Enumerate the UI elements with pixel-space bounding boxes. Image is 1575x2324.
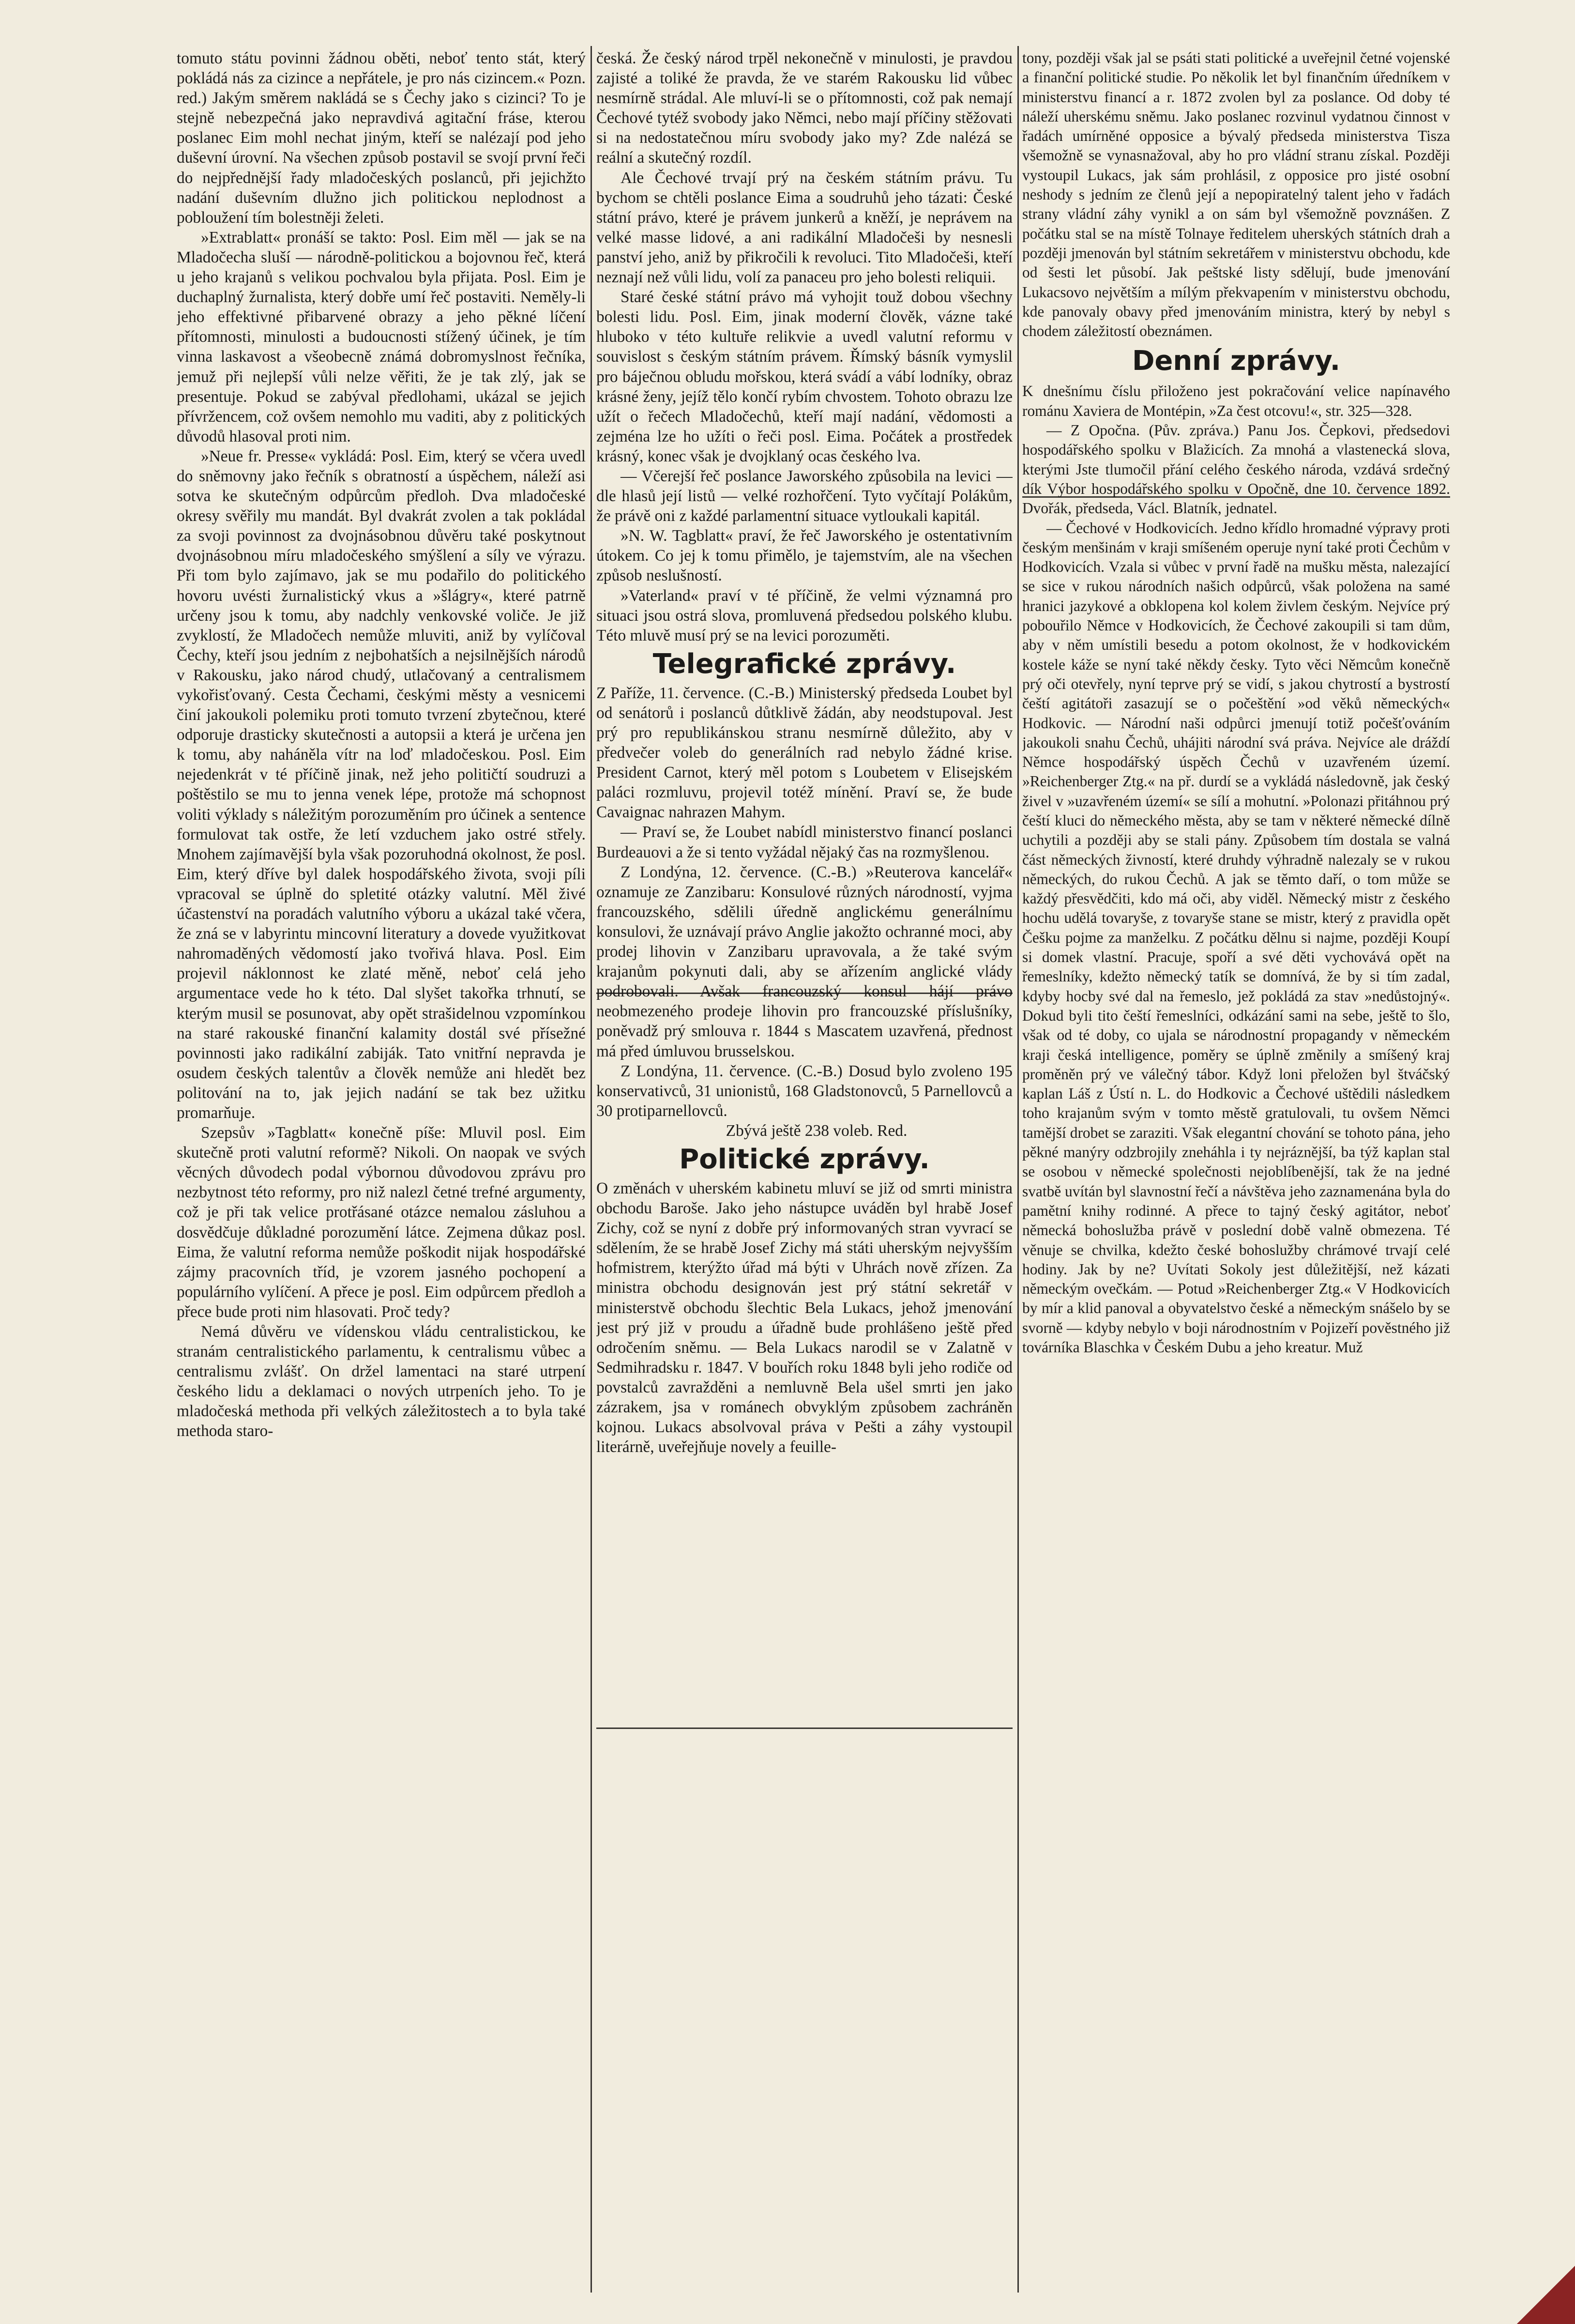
section-heading: Telegrafické zprávy. xyxy=(652,648,956,680)
article-paragraph: — Čechové v Hodkovicích. Jedno křídlo hromadné výpravy proti českým menšinám v kraji smíšeném operuje nyní také proti Čechům v Hodkovicích. Vzala si vůbec v první řadě na mušku města, nalezající se sice v rukou národních našich odpůrců, však položena na samé hranici jazykové a obklopena kol kolem živlem českým. Nejvíce prý pobouřilo Němce v Hodkovicích, že Čechové zakoupili si tam dům, aby v něm umístili besedu a potom okolnost, že v hodkovickém kostele káže se nyní také někdy česky. Tyto věci Němcům konečně prý oči otevřely, nyní teprve prý se vidí, s jakou chytrostí a bystrostí čeští agitátoři zasazují se o počeštění »od věků německých« Hodkovic. — Národní naši odpůrci jmenují totiž počešťováním jakoukoli snahu Čechů, uhájiti národní svá práva. Nejvíce ale dráždí Němce hospodářský úspěch Čechů v uzavřeném území. »Reichenberger Ztg.« na př. durdí se a vykládá následovně, jak český živel v »uzavřeném území« se sílí a mohutní. »Polonazi přitáhnou prý čeští kluci do německého města, aby se tam v některé německé dílně uchytili a později aby se stali pány. Způsobem tím dostala se valná část německých živností, které druhdy výhradně nalezaly se v rukou německých, do rukou Čechů. A jak se těmto daří, o tom může se každý přesvědčiti, kdo má oči, aby viděl. Německý mistr z českého hochu udělá tovaryše, z tovaryše stane se mistr, který z pravidla opět Češku pojme za manželku. Z počátku dělnu si najme, později Koupí si domek vlastní. Pracuje, spoří a své děti vychovává opět na řemeslníky, kdežto německý tatík se domnívá, že by si tím zadal, kdyby hocby své dal na řemeslo, jež pokládá za stav »nedůstojný«. Dokud byli tito čeští řemeslníci, odkázání sami na sebe, ještě to šlo, však od té doby, co ujala se národnostní propagandy v německém kraji česká intelligence, poměry se úplně změnily a smíšený kraj proměněn prý ve válečný tábor. Když loni přeložen byl štváčský kaplan Láš z Ústí n. L. do Hodkovic a Čechové uštědili následkem toho krajanům svým v tomto městě gratulovali, tu ovšem Němci tamější drobet se zaraziti. Však elegantní chování se tohoto pána, jeho pěkné manýry odzbrojily zneháhla i ty nejráznější, ba týž kaplan stal se osobou v německé společnosti nejoblíbenější, tak že na jedné svatbě uvítán byl slavnostní řečí a návštěva jeho zaznamenána byla do pamětní knihy rodinné. A přece to tajný český agitátor, neboť německá bohoslužba právě v poslední době valně obmezena. Té věnuje se chvilka, kdežto české bohoslužby chrámové trvají celé hodiny. Jak by ne? Uvítati Sokoly jest důležitější, než kázati německým ovečkám. — Potud »Reichenberger Ztg.« V Hodkovicích by mír a klid panoval a obyvatelstvo české a německým snášelo by se svorně — kdyby nebylo v boji národnostním v Pojizeří pověstného již továrníka Blaschka v Českém Dubu a jeho kreatur. Muž xyxy=(1022,519,1450,1356)
column-rule-left xyxy=(591,46,592,2293)
article-paragraph: K dnešnímu číslu přiloženo jest pokračování velice napínavého románu Xaviera de Montépin, »Za čest otcovu!«, str. 325—328. xyxy=(1022,382,1450,419)
section-heading: Politické zprávy. xyxy=(679,1143,930,1175)
article-paragraph: Z Londýna, 12. července. (C.-B.) »Reuterova kancelář« oznamuje ze Zanzibaru: Konsulové různých národností, vyjma francouzského, sdělili úředně anglickému generálnímu konsulovi, že uznávají právo Anglie jakožto ochranné moci, aby prodej lihovin v Zanzibaru upravovala, a že také svým krajanům pokynuti dali, aby se ařízením anglické vlády podrobovali. Avšak francouzský konsul hájí právo neobmezeného prodeje lihovin pro francouzské příslušníky, poněvadž prý smlouva r. 1844 s Mascatem uzavřená, přednost má před úmluvou brusselskou. xyxy=(596,863,1013,1060)
article-paragraph: Szepsův »Tagblatt« konečně píše: Mluvil posl. Eim skutečně proti valutní reformě? Nikoli. On naopak ve svých věcných důvodech podal výbornou důvodovou zprávu pro nezbytnost této reformy, pro niž nalezl četné trefné argumenty, což je při tak velice protřásané otázce nemalou zásluhou a dosvědčuje důkladné porozumění látce. Zejmena důkaz posl. Eima, že valutní reforma nemůže poškodit nijak hospodářské zájmy pracovních tříd, je vzorem jasného pochopení a populárního vylíčení. A přece je posl. Eim odpůrcem předloh a přece bude proti nim hlasovati. Proč tedy? xyxy=(177,1124,586,1321)
section-heading: Denní zprávy. xyxy=(1132,345,1341,377)
article-paragraph: — Z Opočna. (Pův. zpráva.) Panu Jos. Čepkovi, předsedovi hospodářského spolku v Blažicích. Za mnohá a vlastenecká slova, kterými Jste tlumočil přání celého českého národa, vzdává srdečný dík Výbor hospodářského spolku v Opočně, dne 10. července 1892. Dvořák, předseda, Václ. Blatník, jednatel. xyxy=(1022,422,1450,517)
column-rule-right xyxy=(1017,46,1019,2293)
article-paragraph: Z Londýna, 11. července. (C.-B.) Dosud bylo zvoleno 195 konservativců, 31 unionistů, 168 Gladstonovců, 5 Parnellovců a 30 protiparnellovců. xyxy=(596,1062,1013,1120)
column-middle xyxy=(596,48,1013,2295)
article-paragraph: »Vaterland« praví v té příčině, že velmi významná pro situaci jsou ostrá slova, promluvená předsedou polského klubu. Této mluvě musí prý se na levici porozuměti. xyxy=(596,586,1013,644)
article-paragraph: Zbývá ještě 238 voleb. Red. xyxy=(726,1121,908,1140)
column-right xyxy=(1022,48,1450,2295)
article-paragraph: »Neue fr. Presse« vykládá: Posl. Eim, který se včera uvedl do sněmovny jako řečník s obratností a úspěchem, náleží asi sotva ke skutečným odpůrcům předloh. Dva mladočeské okresy svěřily mu mandát. Byl dvakrát zvolen a tak pokládal za svoji povinnost za dvojnásobnou důvěru také poskytnout dvojnásobnou míru mladočeského smýšlení a síly ve výrazu. Při tom bylo zajímavo, jak se mu podařilo do politického hovoru uvésti žurnalistický vkus a »šlágry«, které patrně určeny jsou k tomu, aby nadchly venkovské voliče. Je již zvyklostí, že Mladočech nemůže mluviti, aniž by vylíčoval Čechy, kteří jsou jedním z nejbohatších a nejsilnějších národů v Rakousku, jako národ chudý, utlačovaný a centralismem vykořisťovaný. Cesta Čechami, českými městy a vesnicemi činí jakoukoli polemiku proti tomuto tvrzení zbytečnou, které odporuje drasticky skutečnosti a autopsii a která je určena jen k tomu, aby naháněla vítr na loď mladočeskou. Posl. Eim nejedenkrát v té příčině jinak, než jeho političtí soudruzi a poštěstilo se mu to jenna venek lépe, protože má schopnost voliti výklady s náležitým porozuměním pro účinek a sentence formulovat tak ostře, že letí vzduchem jako ostré střely. Mnohem zajímavější byla však pozoruhodná okolnost, že posl. Eim, který dříve byl dalek hospodářského života, svoji píli vpracoval se úplně do spletité otázky valutní. Měl živé účastenství na poradách valutního výboru a ukázal také včera, že zná se v labyrintu mincovní literatury a dovede využitkovat nahromaděných vědomostí jako tvořivá hlava. Posl. Eim projevil náklonnost ke zlaté měně, neboť celá jeho argumentace vede ho k této. Dal slyšet takořka trhnutí, se kterým musil se posunovat, aby opět strašidelnou vzpomínkou na staré rakouské finanční kalamity dostál své přísežné povinnosti jako radikální zabiják. Tato vnitřní nepravda je osudem českých talentův a člověk nemůže ani hledět bez politování na to, jak jejich nadání se tak bez užitku promarňuje. xyxy=(177,447,586,1122)
article-paragraph: O změnách v uherském kabinetu mluví se již od smrti ministra obchodu Baroše. Jako jeho nástupce uváděn byl hrabě Josef Zichy, což se nyní z dobře prý informovaných stran vyvrací se sdělením, že se hrabě Josef Zichy má státi uherským nejvyšším hofmistrem, kterýžto úřad má býti v Uhrách nově zřízen. Za ministra obchodu designován jest prý státní sekretář v ministerstvě obchodu šlechtic Bela Lukacs, jehož jmenování jest prý již v proudu a úřadně bude prohlášeno ještě před odročením sněmu. — Bela Lukacs narodil se v Zalatně v Sedmihradsku r. 1847. V bouřích roku 1848 byli jeho rodiče od povstalců zavražděni a nemluvně Bela ušel smrti jen jako zázrakem, jsa v románech obvyklým způsobem zachráněn kojnou. Lukacs absolvoval práva v Pešti a záhy vystoupil literárně, uveřejňuje novely a feuille- xyxy=(596,1179,1013,1456)
article-paragraph: Nemá důvěru ve vídenskou vládu centralistickou, ke stranám centralistického parlamentu, k centralismu vůbec a centralismu zvlášť. On držel lamentaci na staré utrpení českého lidu a deklamaci o nových utrpeních jeho. To je mladočeská methoda při velkých záležitostech a to byla také methoda staro- xyxy=(177,1323,586,1440)
article-paragraph: — Praví se, že Loubet nabídl ministerstvo financí poslanci Burdeauovi a že si tento vyžádal nějaký čas na rozmyšlenou. xyxy=(596,823,1013,861)
article-paragraph: tony, později však jal se psáti stati politické a uveřejnil četné vojenské a finanční politické studie. Po několik let byl finančním úředníkem v ministerstvu financí a r. 1872 zvolen byl za poslance. Od doby té náleží uherskému sněmu. Jako poslanec rozvinul vydatnou činnost v řadách umírněné opposice a bývalý předseda ministerstva Tisza všemožně se vynasnažoval, aby ho pro vládní stranu získal. Později vystoupil Lukacs, jak sám prohlásil, z opposice pro jisté osobní neshody s jedním ze členů její a nepopiratelný talent jeho v řadách strany vládní záhy vynikl a on sám byl všemožně povznášen. Z počátku stal se na místě Tolnaye ředitelem uherských státních drah a později jmenován byl státním sekretářem v ministerstvu obchodu, kde od šesti let působí. Jak peštské listy sdělují, bude jmenování Lukacsovo největším a mílým překvapením v ministerstvu obchodu, kde panovaly obavy před jmenováním ministra, který by nebyl s chodem záležitostí obeznámen. xyxy=(1022,49,1450,340)
article-paragraph: »Extrablatt« pronáší se takto: Posl. Eim měl — jak se na Mladočecha sluší — národně-politickou a bojovnou řeč, která u jeho krajanů s velikou pochvalou byla přijata. Posl. Eim je duchaplný žurnalista, který dobře umí řeč postaviti. Neměly-li jeho effektivné přibarvené obrazy a jeho pěkné líčení přítomnosti, minulosti a budoucnosti stížený účinek, je tím vinna laskavost a všeobecně známá dobromyslnost řečníka, jemuž při nejlepší vůli nelze věřiti, že je tak zlý, jak se presentuje. Pokud se zabýval předlohami, ukázal se jejich přívržencem, což ovšem nemohlo mu vaditi, aby z politických důvodů hlasoval proti nim. xyxy=(177,228,586,445)
page-corner-mark xyxy=(1517,2266,1575,2324)
article-paragraph: česká. Že český národ trpěl nekonečně v minulosti, je pravdou zajisté a toliké že pravda, že ve starém Rakousku lid vůbec nesmírně strádal. Ale mluví-li se o přítomnosti, což pak nemají Čechové tytéž svobody jako Němci, nebo mají příčiny stěžovati si na nedostatečnou míru svobody jako my? Zde nalézá se reální a skutečný rozdíl. xyxy=(596,49,1013,167)
article-paragraph: Ale Čechové trvají prý na českém státním právu. Tu bychom se chtěli poslance Eima a soudruhů jeho tázati: České státní právo, které je právem junkerů a kněží, je neprávem na velké masse lidové, a ani radikální Mladočeši by nesnesli panství jeho, aniž by přikročili k revoluci. Tito Mladočeši, kteří neznají než vůli lidu, volí za panaceu pro jeho bolesti reliquii. xyxy=(596,168,1013,287)
article-paragraph: Staré české státní právo má vyhojit touž dobou všechny bolesti lidu. Posl. Eim, jinak moderní člověk, vázne také hluboko v této kultuře relikvie a uvedl valutní reformu v souvislost s českým státním právem. Římský básník vymyslil pro báječnou obludu mořskou, která svádí a vábí lodníky, obraz krásné ženy, jejíž tělo končí rybím chvostem. Tohoto obrazu lze užít o řečech Mladočechů, kteří mají nadání, vědomosti a zejména lze ho užíti o řeči posl. Eima. Počátek a prostředek krásný, konec však je dvojklaný ocas českého lva. xyxy=(596,288,1013,465)
article-paragraph: tomuto státu povinni žádnou oběti, neboť tento stát, který pokládá nás za cizince a nepřátele, je pro nás cizincem.« Pozn. red.) Jakým směrem nakládá se s Čechy jako s cizinci? To je stejně nebezpečná jako nepravdivá agitační fráse, kterou poslanec Eim mohl nechat jiným, kteří se nalézají pod jeho duševní úrovní. Na všechen způsob postavil se svojí první řeči do nejpřednější řady mladočeských poslanců, při jejichžto nadání duševním dlužno jich politickou neplodnost a pobloužení tím bolestněji želeti. xyxy=(177,49,586,227)
article-paragraph: Z Paříže, 11. července. (C.-B.) Ministerský předseda Loubet byl od senátorů i poslanců důtklivě žádán, aby neodstupoval. Jest prý pro republikánskou stranu nesmírně důležito, aby v předvečer voleb do generálních rad nebylo žádné krise. President Carnot, který měl potom s Loubetem v Elisejském paláci rozmluvu, projevil totéž mínění. Praví se, že bude Cavaignac nahrazen Mahym. xyxy=(596,684,1013,822)
article-paragraph: — Včerejší řeč poslance Jaworského způsobila na levici — dle hlasů její listů — velké rozhořčení. Tyto vyčítají Polákům, že právě oni z každé parlamentní situace vytloukali kapitál. xyxy=(596,467,1013,525)
article-paragraph: »N. W. Tagblatt« praví, že řeč Jaworského je ostentativním útokem. Co jej k tomu přimělo, je tajemstvím, ale na všechen způsob neslušností. xyxy=(596,527,1013,585)
column-left xyxy=(177,48,586,2295)
